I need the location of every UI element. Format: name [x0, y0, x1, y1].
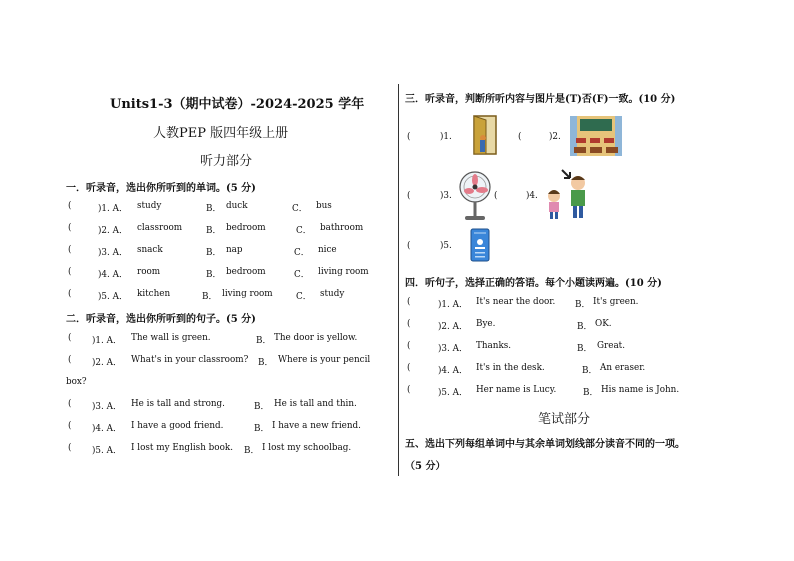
fan-icon: [458, 170, 492, 222]
written-header: 笔试部分: [538, 412, 591, 427]
listening-header: 听力部分: [200, 154, 253, 169]
section4-heading: 四．听句子，选择正确的答语。每个小题读两遍。(10 分): [405, 278, 662, 289]
column-divider: [398, 84, 399, 476]
section1-heading: 一．听录音，选出你所听到的单词。(5 分): [66, 183, 256, 194]
wrap-text: box?: [66, 377, 87, 387]
exam-title: Units1-3（期中试卷）-2024-2025 学年: [110, 97, 365, 112]
section3-heading: 三．听录音，判断所听内容与图片是(T)否(F)一致。(10 分): [405, 94, 676, 105]
section2-heading: 二．听录音，选出你所听到的句子。(5 分): [66, 314, 256, 325]
children-icon: [540, 166, 594, 220]
classroom-icon: [570, 116, 622, 156]
notebook-icon: [470, 228, 490, 262]
section5-heading-cont: （5 分）: [405, 461, 446, 472]
section5-heading: 五、选出下列每组单词中与其余单词划线部分读音不同的一项。: [405, 439, 685, 450]
exam-subtitle: 人教PEP 版四年级上册: [153, 126, 289, 141]
door-icon: [468, 114, 500, 156]
